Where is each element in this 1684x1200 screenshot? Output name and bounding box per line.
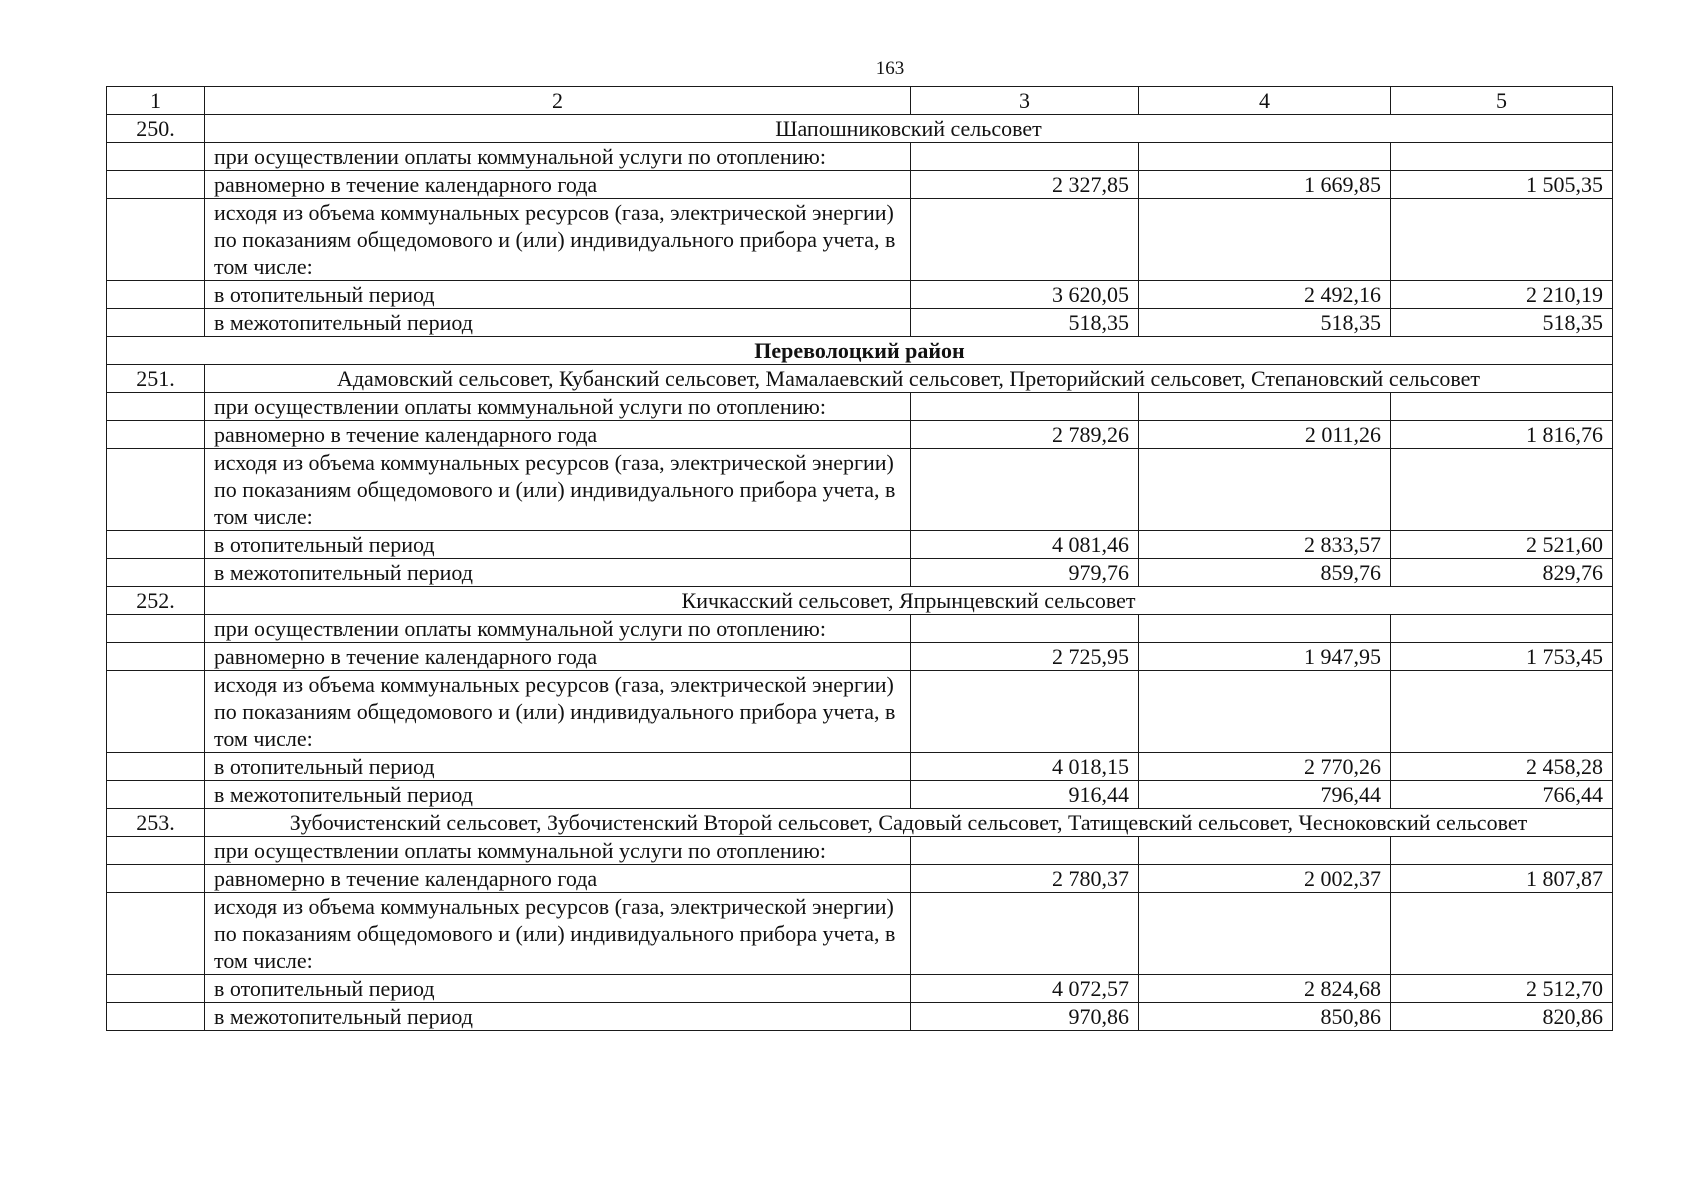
value-col-4: 1 669,85 <box>1139 171 1391 199</box>
value-col-3: 4 072,57 <box>911 975 1139 1003</box>
value-col-3: 3 620,05 <box>911 281 1139 309</box>
row-label: при осуществлении оплаты коммунальной услуги по отоплению: <box>205 615 911 643</box>
row-label: равномерно в течение календарного года <box>205 643 911 671</box>
value-col-3 <box>911 393 1139 421</box>
value-col-4: 859,76 <box>1139 559 1391 587</box>
value-col-5: 829,76 <box>1391 559 1613 587</box>
empty-number-cell <box>107 199 205 281</box>
row-label: исходя из объема коммунальных ресурсов (газа, электрической энергии) по показаниям общедомового и (или) индивидуального прибора учета, в том числе: <box>205 199 911 281</box>
empty-number-cell <box>107 531 205 559</box>
value-col-4: 2 002,37 <box>1139 865 1391 893</box>
empty-number-cell <box>107 449 205 531</box>
table-row <box>107 615 1613 643</box>
value-col-3: 518,35 <box>911 309 1139 337</box>
column-number-5: 5 <box>1391 87 1613 115</box>
table-row <box>107 865 1613 893</box>
value-col-4 <box>1139 393 1391 421</box>
table-row <box>107 199 1613 281</box>
value-col-3: 2 789,26 <box>911 421 1139 449</box>
table-row <box>107 421 1613 449</box>
table-row <box>107 643 1613 671</box>
value-col-4 <box>1139 671 1391 753</box>
row-label: исходя из объема коммунальных ресурсов (газа, электрической энергии) по показаниям общедомового и (или) индивидуального прибора учета, в том числе: <box>205 449 911 531</box>
row-label: в отопительный период <box>205 531 911 559</box>
value-col-4 <box>1139 143 1391 171</box>
empty-number-cell <box>107 393 205 421</box>
value-col-5 <box>1391 393 1613 421</box>
value-col-4: 2 833,57 <box>1139 531 1391 559</box>
empty-number-cell <box>107 671 205 753</box>
value-col-3 <box>911 449 1139 531</box>
table-row <box>107 309 1613 337</box>
settlement-name: Шапошниковский сельсовет <box>205 115 1613 143</box>
value-col-5: 2 521,60 <box>1391 531 1613 559</box>
page-number: 163 <box>875 58 905 79</box>
value-col-5: 1 807,87 <box>1391 865 1613 893</box>
row-label: при осуществлении оплаты коммунальной услуги по отоплению: <box>205 393 911 421</box>
value-col-5 <box>1391 143 1613 171</box>
table-row <box>107 1003 1613 1031</box>
settlement-name: Зубочистенский сельсовет, Зубочистенский Второй сельсовет, Садовый сельсовет, Татищевский сельсовет, Чесноковский сельсовет <box>205 809 1613 837</box>
row-label: исходя из объема коммунальных ресурсов (газа, электрической энергии) по показаниям общедомового и (или) индивидуального прибора учета, в том числе: <box>205 671 911 753</box>
value-col-5: 2 512,70 <box>1391 975 1613 1003</box>
settlement-name: Кичкасский сельсовет, Япрынцевский сельсовет <box>205 587 1613 615</box>
empty-number-cell <box>107 893 205 975</box>
row-number: 251. <box>107 365 205 393</box>
value-col-4: 2 770,26 <box>1139 753 1391 781</box>
row-label: в межотопительный период <box>205 559 911 587</box>
empty-number-cell <box>107 281 205 309</box>
tariff-table <box>106 86 1613 1031</box>
table-row <box>107 559 1613 587</box>
value-col-5: 1 753,45 <box>1391 643 1613 671</box>
value-col-3 <box>911 615 1139 643</box>
table-row <box>107 753 1613 781</box>
empty-number-cell <box>107 559 205 587</box>
empty-number-cell <box>107 309 205 337</box>
empty-number-cell <box>107 975 205 1003</box>
district-row <box>107 337 1613 365</box>
value-col-4 <box>1139 199 1391 281</box>
row-label: в межотопительный период <box>205 781 911 809</box>
column-number-2: 2 <box>205 87 911 115</box>
value-col-5 <box>1391 837 1613 865</box>
value-col-3 <box>911 143 1139 171</box>
value-col-4 <box>1139 449 1391 531</box>
value-col-5 <box>1391 615 1613 643</box>
row-label: в отопительный период <box>205 281 911 309</box>
row-label: в отопительный период <box>205 975 911 1003</box>
row-label: равномерно в течение календарного года <box>205 865 911 893</box>
column-number-4: 4 <box>1139 87 1391 115</box>
table-row <box>107 975 1613 1003</box>
empty-number-cell <box>107 143 205 171</box>
value-col-3: 4 018,15 <box>911 753 1139 781</box>
empty-number-cell <box>107 171 205 199</box>
empty-number-cell <box>107 643 205 671</box>
row-label: равномерно в течение календарного года <box>205 421 911 449</box>
value-col-5 <box>1391 671 1613 753</box>
table-row <box>107 781 1613 809</box>
row-number: 253. <box>107 809 205 837</box>
value-col-4: 1 947,95 <box>1139 643 1391 671</box>
value-col-5: 2 210,19 <box>1391 281 1613 309</box>
row-label: равномерно в течение календарного года <box>205 171 911 199</box>
value-col-3: 2 725,95 <box>911 643 1139 671</box>
value-col-3: 979,76 <box>911 559 1139 587</box>
value-col-4: 850,86 <box>1139 1003 1391 1031</box>
table-row <box>107 281 1613 309</box>
table-row <box>107 837 1613 865</box>
value-col-5: 1 505,35 <box>1391 171 1613 199</box>
row-label: при осуществлении оплаты коммунальной услуги по отоплению: <box>205 143 911 171</box>
settlement-row <box>107 365 1613 393</box>
row-number: 250. <box>107 115 205 143</box>
value-col-3 <box>911 893 1139 975</box>
district-heading: Переволоцкий район <box>107 337 1613 365</box>
value-col-4 <box>1139 893 1391 975</box>
settlement-row <box>107 809 1613 837</box>
value-col-5 <box>1391 893 1613 975</box>
row-label: при осуществлении оплаты коммунальной услуги по отоплению: <box>205 837 911 865</box>
value-col-3: 2 327,85 <box>911 171 1139 199</box>
value-col-4: 2 824,68 <box>1139 975 1391 1003</box>
value-col-4: 2 011,26 <box>1139 421 1391 449</box>
row-label: в межотопительный период <box>205 1003 911 1031</box>
value-col-4: 796,44 <box>1139 781 1391 809</box>
empty-number-cell <box>107 615 205 643</box>
table-row <box>107 531 1613 559</box>
table-row <box>107 143 1613 171</box>
settlement-row <box>107 115 1613 143</box>
value-col-4: 518,35 <box>1139 309 1391 337</box>
value-col-5: 518,35 <box>1391 309 1613 337</box>
value-col-3 <box>911 199 1139 281</box>
value-col-3 <box>911 837 1139 865</box>
value-col-5: 820,86 <box>1391 1003 1613 1031</box>
value-col-3: 970,86 <box>911 1003 1139 1031</box>
value-col-5: 766,44 <box>1391 781 1613 809</box>
settlement-name: Адамовский сельсовет, Кубанский сельсовет, Мамалаевский сельсовет, Преторийский сельсовет, Степановский сельсовет <box>205 365 1613 393</box>
empty-number-cell <box>107 753 205 781</box>
value-col-3: 916,44 <box>911 781 1139 809</box>
empty-number-cell <box>107 837 205 865</box>
value-col-4: 2 492,16 <box>1139 281 1391 309</box>
table-row <box>107 671 1613 753</box>
value-col-4 <box>1139 615 1391 643</box>
column-number-row <box>107 87 1613 115</box>
table-row <box>107 393 1613 421</box>
value-col-4 <box>1139 837 1391 865</box>
settlement-row <box>107 587 1613 615</box>
column-number-1: 1 <box>107 87 205 115</box>
empty-number-cell <box>107 865 205 893</box>
tariff-table-body <box>107 87 1613 1031</box>
value-col-3 <box>911 671 1139 753</box>
table-row <box>107 893 1613 975</box>
row-label: исходя из объема коммунальных ресурсов (газа, электрической энергии) по показаниям общедомового и (или) индивидуального прибора учета, в том числе: <box>205 893 911 975</box>
value-col-3: 2 780,37 <box>911 865 1139 893</box>
table-row <box>107 449 1613 531</box>
column-number-3: 3 <box>911 87 1139 115</box>
value-col-5: 2 458,28 <box>1391 753 1613 781</box>
table-row <box>107 171 1613 199</box>
empty-number-cell <box>107 1003 205 1031</box>
value-col-5 <box>1391 449 1613 531</box>
value-col-5: 1 816,76 <box>1391 421 1613 449</box>
row-label: в межотопительный период <box>205 309 911 337</box>
row-number: 252. <box>107 587 205 615</box>
value-col-3: 4 081,46 <box>911 531 1139 559</box>
value-col-5 <box>1391 199 1613 281</box>
row-label: в отопительный период <box>205 753 911 781</box>
empty-number-cell <box>107 781 205 809</box>
empty-number-cell <box>107 421 205 449</box>
